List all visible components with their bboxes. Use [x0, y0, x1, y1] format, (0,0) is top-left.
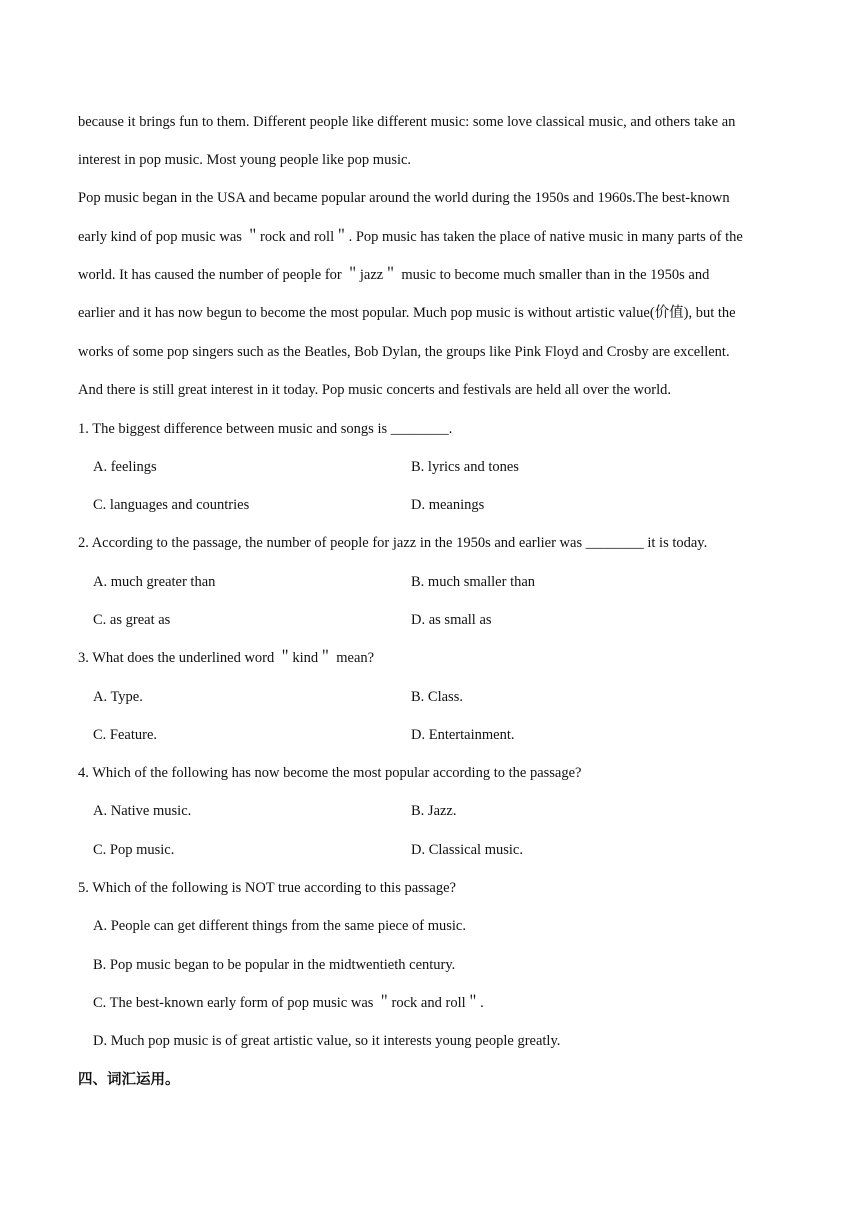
passage-line: early kind of pop music was ＂rock and roll＂. Pop music has taken the place of native music in many parts of the — [78, 229, 743, 245]
option-a[interactable]: A. People can get different things from the same piece of music. — [93, 918, 466, 934]
option-a[interactable]: A. feelings — [93, 459, 157, 475]
option-a[interactable]: A. Type. — [93, 689, 143, 705]
question-stem: 3. What does the underlined word ＂kind＂ mean? — [78, 650, 375, 666]
option-c[interactable]: C. languages and countries — [93, 497, 250, 513]
passage-line: earlier and it has now begun to become the most popular. Much pop music is without artistic value(价值), but the — [78, 305, 736, 321]
option-b[interactable]: B. much smaller than — [411, 574, 536, 590]
option-c[interactable]: C. Feature. — [93, 727, 158, 743]
passage-line: because it brings fun to them. Different people like different music: some love classical music, and others take an — [78, 114, 736, 130]
section-title: 四、词汇运用。 — [78, 1072, 180, 1088]
passage-line: interest in pop music. Most young people like pop music. — [78, 152, 412, 168]
option-d[interactable]: D. Entertainment. — [411, 727, 515, 743]
question-stem: 1. The biggest difference between music and songs is ________. — [78, 421, 453, 437]
option-d[interactable]: D. as small as — [411, 612, 492, 628]
option-c[interactable]: C. The best-known early form of pop music was ＂rock and roll＂. — [93, 995, 484, 1011]
option-d[interactable]: D. Much pop music is of great artistic value, so it interests young people greatly. — [93, 1033, 561, 1049]
option-a[interactable]: A. Native music. — [93, 803, 192, 819]
question-stem: 2. According to the passage, the number of people for jazz in the 1950s and earlier was ________ it is today. — [78, 535, 708, 551]
question-stem: 4. Which of the following has now become the most popular according to the passage? — [78, 765, 582, 781]
option-b[interactable]: B. Jazz. — [411, 803, 457, 819]
option-b[interactable]: B. lyrics and tones — [411, 459, 519, 475]
option-b[interactable]: B. Class. — [411, 689, 463, 705]
question-stem: 5. Which of the following is NOT true according to this passage? — [78, 880, 456, 896]
option-c[interactable]: C. Pop music. — [93, 842, 175, 858]
option-c[interactable]: C. as great as — [93, 612, 171, 628]
option-d[interactable]: D. Classical music. — [411, 842, 523, 858]
passage-line: Pop music began in the USA and became popular around the world during the 1950s and 1960s.The best-known — [78, 190, 730, 206]
option-b[interactable]: B. Pop music began to be popular in the midtwentieth century. — [93, 957, 456, 973]
passage-line: And there is still great interest in it today. Pop music concerts and festivals are held all over the world. — [78, 382, 671, 398]
option-a[interactable]: A. much greater than — [93, 574, 216, 590]
passage-line: world. It has caused the number of people for ＂jazz＂ music to become much smaller than in the 1950s and — [78, 267, 710, 283]
option-d[interactable]: D. meanings — [411, 497, 485, 513]
passage-line: works of some pop singers such as the Beatles, Bob Dylan, the groups like Pink Floyd and Crosby are excellent. — [78, 344, 730, 360]
